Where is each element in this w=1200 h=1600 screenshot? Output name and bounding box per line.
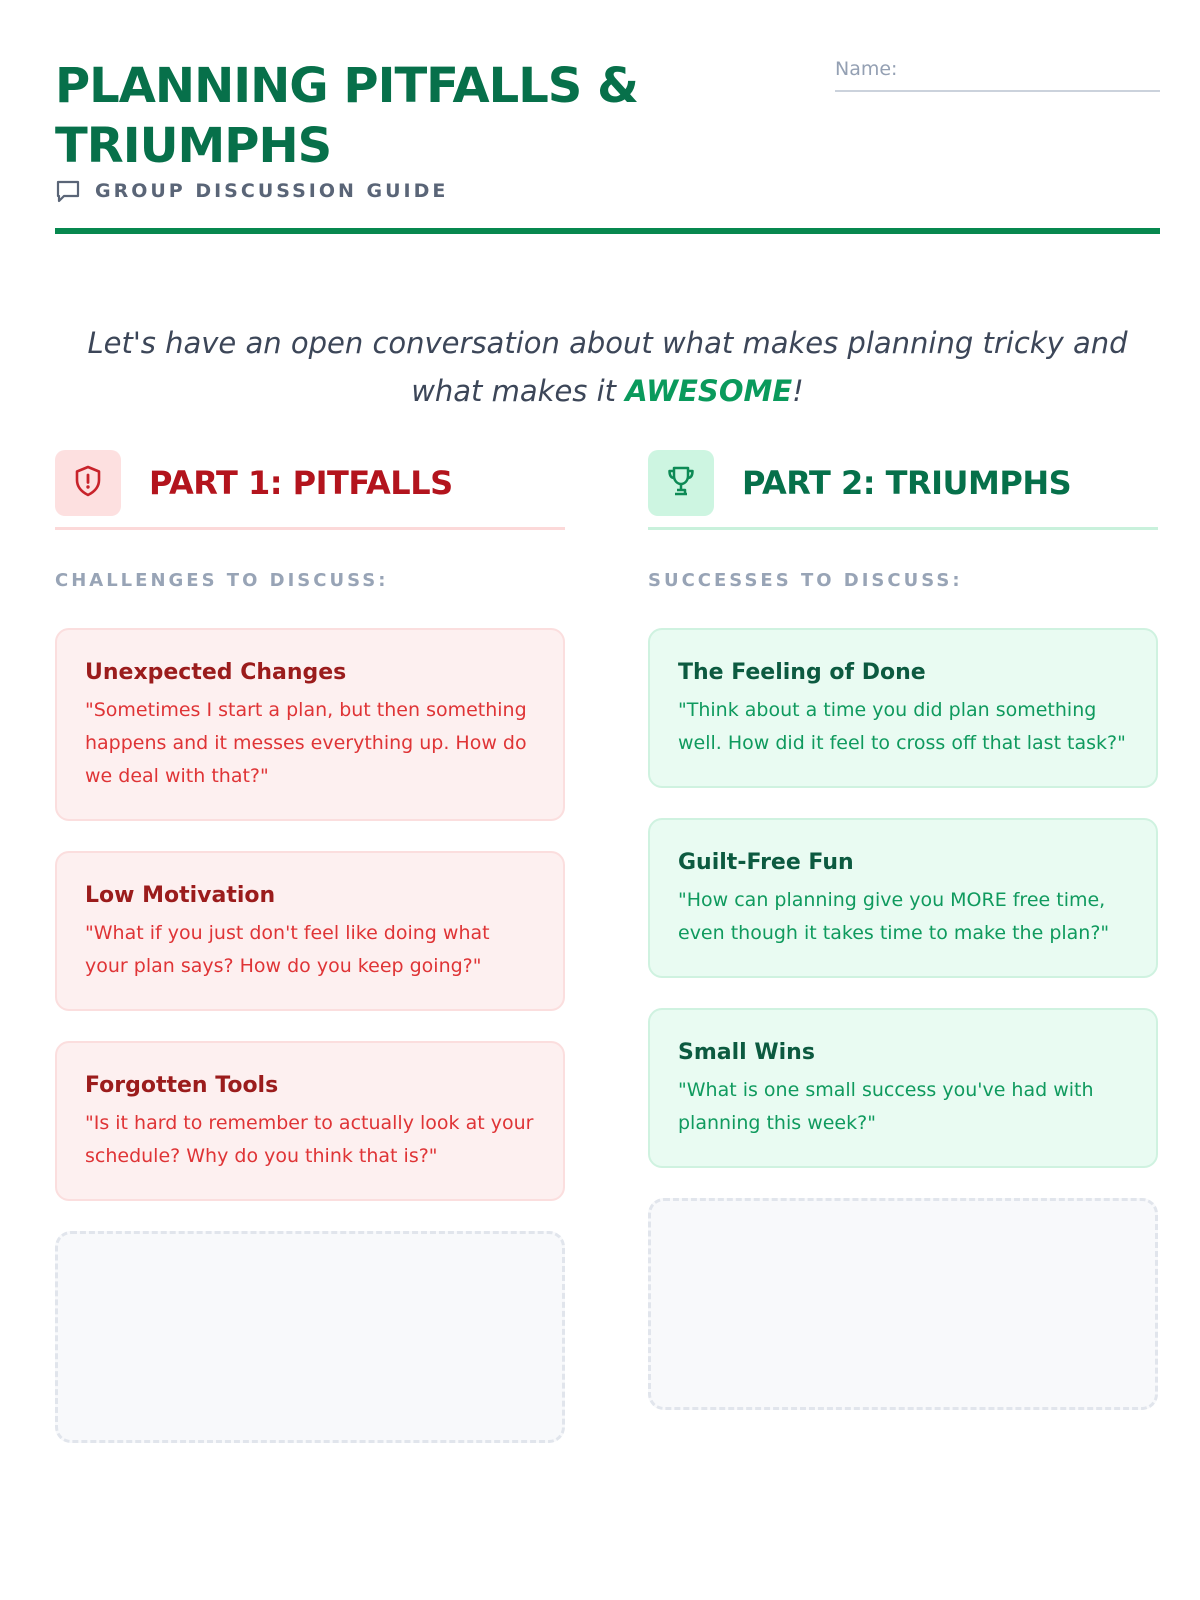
triumph-card-title: The Feeling of Done xyxy=(678,660,926,685)
triumphs-divider xyxy=(648,527,1158,530)
page-subtitle xyxy=(55,176,448,206)
shield-alert-icon xyxy=(71,464,105,503)
page-header xyxy=(55,56,1160,236)
pitfalls-notes-box[interactable] xyxy=(55,1231,565,1443)
triumphs-icon-box xyxy=(648,450,714,516)
pitfall-card-text: "Is it hard to remember to actually look at your schedule? Why do you think that is?" xyxy=(85,1112,534,1167)
header-divider xyxy=(55,228,1160,234)
pitfalls-cards xyxy=(55,628,565,1201)
triumph-card xyxy=(648,818,1158,978)
triumphs-title: PART 2: TRIUMPHS xyxy=(742,464,1072,502)
triumphs-notes-box[interactable] xyxy=(648,1198,1158,1410)
pitfall-card-title: Unexpected Changes xyxy=(85,660,347,685)
triumph-card-title: Guilt-Free Fun xyxy=(678,850,854,875)
triumphs-header xyxy=(648,443,1158,523)
page-title: PLANNING PITFALLS & TRIUMPHS xyxy=(55,58,638,174)
pitfalls-title: PART 1: PITFALLS xyxy=(149,464,453,502)
triumphs-column xyxy=(648,443,1158,1410)
pitfalls-section-label: CHALLENGES TO DISCUSS: xyxy=(55,570,389,591)
pitfall-card xyxy=(55,851,565,1011)
triumphs-section-label: SUCCESSES TO DISCUSS: xyxy=(648,570,963,591)
pitfall-card-title: Forgotten Tools xyxy=(85,1073,279,1098)
triumph-card-text: "Think about a time you did plan something well. How did it feel to cross off that last task?" xyxy=(678,699,1126,754)
pitfalls-header xyxy=(55,443,565,523)
pitfall-card-text: "What if you just don't feel like doing what your plan says? How do you keep going?" xyxy=(85,922,490,977)
pitfalls-icon-box xyxy=(55,450,121,516)
triumph-card xyxy=(648,1008,1158,1168)
intro-text-end: ! xyxy=(792,374,804,408)
intro-highlight: AWESOME xyxy=(625,374,793,408)
triumph-card-text: "What is one small success you've had with planning this week?" xyxy=(678,1079,1094,1134)
trophy-icon xyxy=(663,463,699,504)
pitfall-card xyxy=(55,1041,565,1201)
intro-text-start: Let's have an open conversation about what makes planning tricky and what makes it xyxy=(87,326,1128,408)
subtitle-label: GROUP DISCUSSION GUIDE xyxy=(95,180,449,202)
triumph-card-title: Small Wins xyxy=(678,1040,815,1065)
pitfall-card xyxy=(55,628,565,821)
triumphs-cards xyxy=(648,628,1158,1168)
pitfall-card-title: Low Motivation xyxy=(85,883,276,908)
intro-text xyxy=(55,319,1160,415)
triumph-card xyxy=(648,628,1158,788)
pitfalls-divider xyxy=(55,527,565,530)
pitfall-card-text: "Sometimes I start a plan, but then something happens and it messes everything up. How do we deal with that?" xyxy=(85,699,527,787)
worksheet-page xyxy=(55,0,1160,1600)
chat-bubble-icon xyxy=(55,178,81,204)
name-field[interactable] xyxy=(835,56,1160,92)
name-label: Name: xyxy=(835,58,898,80)
triumph-card-text: "How can planning give you MORE free time, even though it takes time to make the plan?" xyxy=(678,889,1110,944)
pitfalls-column xyxy=(55,443,565,1443)
